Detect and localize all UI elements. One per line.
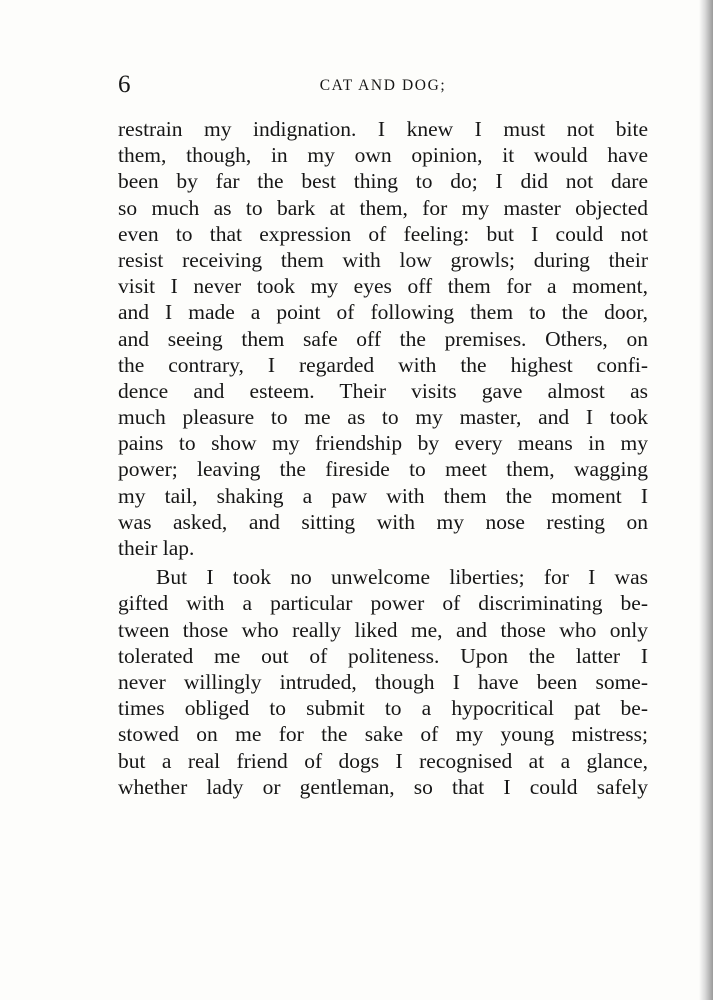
paragraph-2 [118,564,648,800]
text-line: gifted with a particular power of discriminating be- [118,591,648,616]
text-line: the contrary, I regarded with the highest confi- [118,352,648,377]
page-edge-shadow [699,0,713,1000]
text-line: so much as to bark at them, for my master objected [118,195,648,220]
text-line: resist receiving them with low growls; during their [118,247,648,272]
text-line: my tail, shaking a paw with them the moment I [118,483,648,508]
paragraph-1 [118,116,648,561]
text-line: tween those who really liked me, and those who only [118,617,648,642]
text-line: much pleasure to me as to my master, and I took [118,405,648,430]
text-line: visit I never took my eyes off them for a moment, [118,274,648,299]
running-title: CAT AND DOG; [319,77,447,94]
text-line: them, though, in my own opinion, it would have [118,143,648,168]
text-line: never willingly intruded, though I have been some- [118,669,648,694]
text-line: even to that expression of feeling: but I could not [118,221,648,246]
text-line: but a real friend of dogs I recognised at a glance, [118,748,648,773]
text-line: restrain my indignation. I knew I must not bite [118,117,648,141]
text-line: stowed on me for the sake of my young mistress; [118,722,648,747]
text-line: times obliged to submit to a hypocritical pat be- [118,696,648,721]
text-line: their lap. [118,536,195,560]
body-text [118,116,648,800]
text-line: power; leaving the fireside to meet them, wagging [118,457,648,482]
text-line: and I made a point of following them to the door, [118,300,648,325]
text-line: been by far the best thing to do; I did not dare [118,169,648,194]
text-line: But I took no unwelcome liberties; for I was [156,565,648,590]
text-line: pains to show my friendship by every means in my [118,431,648,456]
text-line: whether lady or gentleman, so that I could safely [118,774,648,799]
text-line: tolerated me out of politeness. Upon the latter I [118,643,648,668]
text-line: dence and esteem. Their visits gave almost as [118,378,648,403]
page-header [118,72,648,98]
text-line: and seeing them safe off the premises. Others, on [118,326,648,351]
text-line: was asked, and sitting with my nose resting on [118,509,648,534]
page-number: 6 [118,71,131,98]
